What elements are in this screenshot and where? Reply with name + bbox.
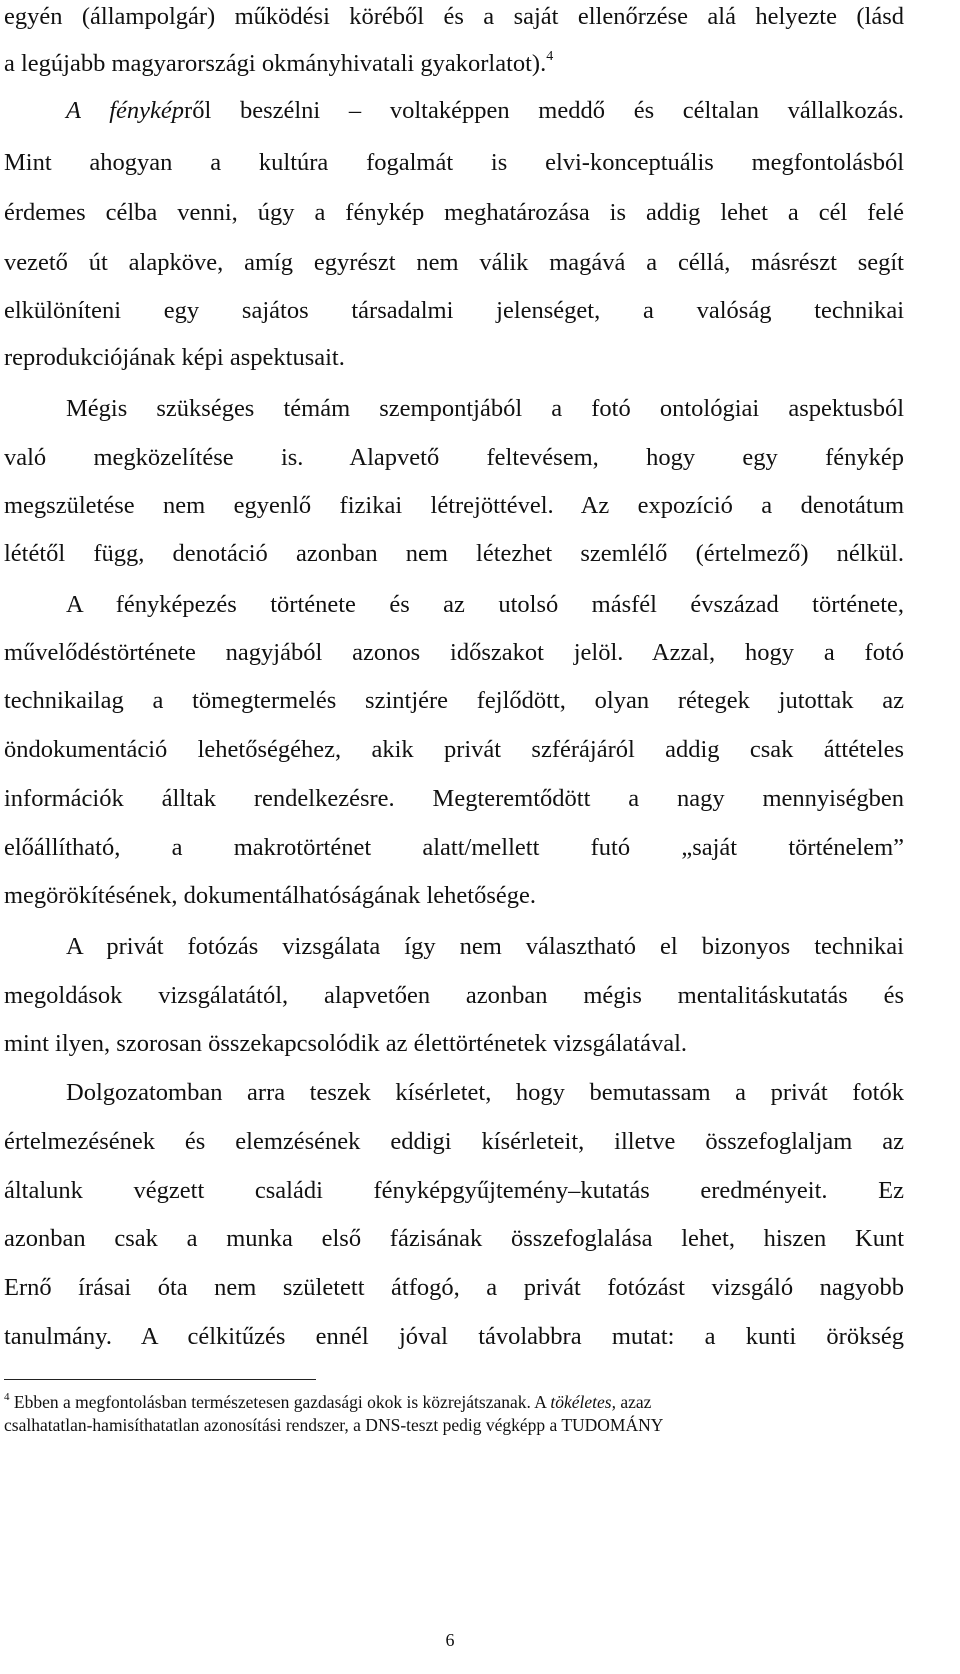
text-line: tanulmány. A célkitűzés ennél jóval távolabbra mutat: a kunti örökség — [4, 1323, 904, 1350]
text-line: művelődéstörténete nagyjából azonos időszakot jelöl. Azzal, hogy a fotó — [4, 639, 904, 666]
text-line: a legújabb magyarországi okmányhivatali gyakorlatot).$^4$ — [4, 49, 554, 77]
text-line: elkülöníteni egy sajátos társadalmi jelenséget, a valóság technikai — [4, 297, 904, 324]
text-line: mint ilyen, szorosan összekapcsolódik az élettörténetek vizsgálatával. — [4, 1030, 688, 1057]
text-line: érdemes célba venni, úgy a fénykép meghatározása is addig lehet a cél felé — [4, 199, 904, 226]
text-line: Mégis szükséges témám szempontjából a fotó ontológiai aspektusból — [66, 395, 904, 422]
text-line: A fényképről beszélni – voltaképpen meddő és céltalan vállalkozás. — [66, 97, 904, 124]
text-line: Dolgozatomban arra teszek kísérletet, hogy bemutassam a privát fotók — [66, 1079, 904, 1106]
text-line: A privát fotózás vizsgálata így nem választható el bizonyos technikai — [66, 933, 904, 960]
text-line: általunk végzett családi fényképgyűjtemény–kutatás eredményeit. Ez — [4, 1177, 904, 1204]
text-line: Ernő írásai óta nem született átfogó, a privát fotózást vizsgáló nagyobb — [4, 1274, 904, 1301]
text-line: A fényképezés története és az utolsó másfél évszázad története, — [66, 591, 904, 618]
footnote-number: 4 — [4, 1391, 10, 1403]
text-line: vezető út alapköve, amíg egyrészt nem válik magává a céllá, másrészt segít — [4, 249, 904, 276]
text-line: azonban csak a munka első fázisának összefoglalása lehet, hiszen Kunt — [4, 1225, 904, 1252]
footnote-line: csalhatatlan-hamisíthatatlan azonosítási rendszer, a DNS-teszt pedig végképp a TUDOMÁNY — [4, 1415, 664, 1435]
text-line: egyén (állampolgár) működési köréből és a saját ellenőrzése alá helyezte (lásd — [4, 3, 904, 30]
footnote-ref[interactable]: 4 — [546, 49, 554, 64]
text-line: öndokumentáció lehetőségéhez, akik privát szférájáról addig csak áttételes — [4, 736, 904, 763]
text-line: technikailag a tömegtermelés szintjére fejlődött, olyan rétegek jutottak az — [4, 687, 904, 714]
text-line: előállítható, a makrotörténet alatt/mellett futó „saját történelem” — [4, 834, 904, 861]
footnote-line: $^4$ Ebben a megfontolásban természetesen gazdasági okok is közrejátszanak. A tökéletes, azaz — [4, 1391, 652, 1412]
text-line: Mint ahogyan a kultúra fogalmát is elvi-konceptuális megfontolásból — [4, 149, 904, 176]
footnote-separator — [4, 1379, 316, 1380]
text-line: megörökítésének, dokumentálhatóságának lehetősége. — [4, 882, 537, 909]
text-line: értelmezésének és elemzésének eddigi kísérleteit, illetve összefoglaljam az — [4, 1128, 904, 1155]
text-line: információk álltak rendelkezésre. Megteremtődött a nagy mennyiségben — [4, 785, 904, 812]
text-line: lététől függ, denotáció azonban nem létezhet szemlélő (értelmező) nélkül. — [4, 540, 904, 567]
text-line: reprodukciójának képi aspektusait. — [4, 344, 345, 371]
text-line: megoldások vizsgálatától, alapvetően azonban mégis mentalitáskutatás és — [4, 982, 904, 1009]
page-number: 6 — [445, 1630, 455, 1650]
text-line: való megközelítése is. Alapvető feltevésem, hogy egy fénykép — [4, 444, 904, 471]
text-line: megszületése nem egyenlő fizikai létrejöttével. Az expozíció a denotátum — [4, 492, 904, 519]
